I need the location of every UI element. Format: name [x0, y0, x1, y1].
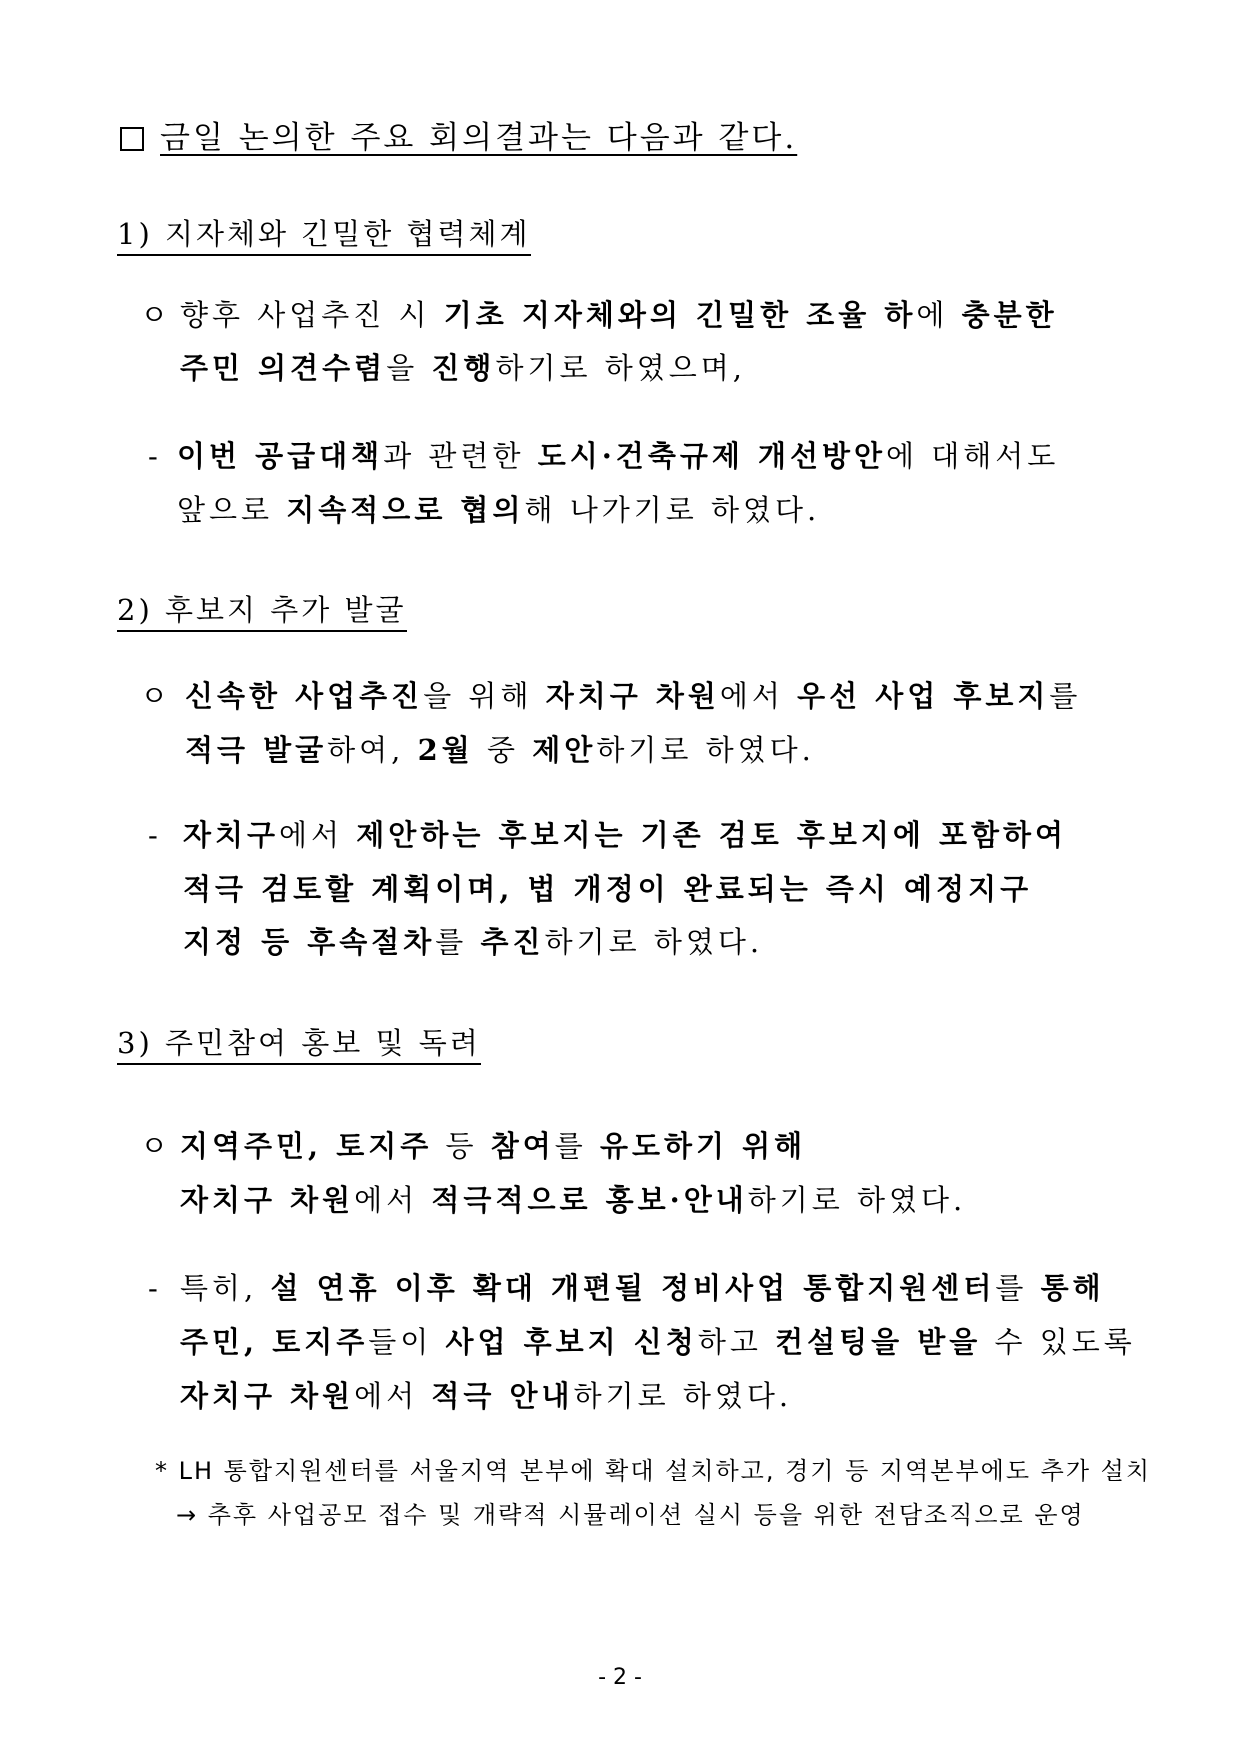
- checkbox-icon: [120, 127, 144, 151]
- s3-dash-marker: -: [148, 1271, 162, 1305]
- s1-bullet-marker: ㅇ: [140, 298, 173, 332]
- s3-dash-line-3: 자치구 차원에서 적극 안내하기로 하였다.: [180, 1379, 793, 1413]
- s1-bullet-line-2: 주민 의견수렴을 진행하기로 하였으며,: [180, 351, 746, 385]
- s3-bullet-line-1: 지역주민, 토지주 등 참여를 유도하기 위해: [180, 1129, 807, 1163]
- section-3-title: 3) 주민참여 홍보 및 독려: [117, 1025, 481, 1065]
- note-line-2: → 추후 사업공모 접수 및 개략적 시뮬레이션 실시 등을 위한 전담조직으로 운영: [176, 1501, 1085, 1529]
- s2-dash-line-2: 적극 검토할 계획이며, 법 개정이 완료되는 즉시 예정지구: [183, 872, 1033, 906]
- s2-dash-line-3: 지정 등 후속절차를 추진하기로 하였다.: [183, 925, 764, 959]
- page-number: - 2 -: [598, 1665, 642, 1690]
- s2-dash-marker: -: [148, 818, 162, 852]
- s3-bullet-marker: ㅇ: [140, 1129, 173, 1163]
- s2-bullet-line-2: 적극 발굴하여, 2월 중 제안하기로 하였다.: [185, 733, 815, 767]
- s2-dash-line-1: 자치구에서 제안하는 후보지는 기존 검토 후보지에 포함하여: [183, 818, 1068, 852]
- note-line-1: * LH 통합지원센터를 서울지역 본부에 확대 설치하고, 경기 등 지역본부에도 추가 설치: [155, 1457, 1152, 1485]
- s1-dash-line-1: 이번 공급대책과 관련한 도시·건축규제 개선방안에 대해서도: [177, 439, 1060, 473]
- intro-heading: [120, 112, 797, 157]
- section-1-title: 1) 지자체와 긴밀한 협력체계: [117, 216, 531, 256]
- s1-bullet-line-1: 향후 사업추진 시 기초 지자체와의 긴밀한 조율 하에 충분한: [180, 298, 1058, 332]
- s3-dash-line-2: 주민, 토지주들이 사업 후보지 신청하고 컨설팅을 받을 수 있도록: [180, 1325, 1136, 1359]
- intro-text: 금일 논의한 주요 회의결과는 다음과 같다.: [160, 120, 798, 156]
- section-2-title: 2) 후보지 추가 발굴: [117, 592, 407, 632]
- s1-dash-marker: -: [148, 439, 162, 473]
- s1-dash-line-2: 앞으로 지속적으로 협의해 나가기로 하였다.: [177, 493, 821, 527]
- s2-bullet-line-1: 신속한 사업추진을 위해 자치구 차원에서 우선 사업 후보지를: [185, 679, 1082, 713]
- s3-dash-line-1: 특히, 설 연휴 이후 확대 개편될 정비사업 통합지원센터를 통해: [180, 1271, 1105, 1305]
- s2-bullet-marker: ㅇ: [140, 679, 173, 713]
- s3-bullet-line-2: 자치구 차원에서 적극적으로 홍보·안내하기로 하였다.: [180, 1183, 967, 1217]
